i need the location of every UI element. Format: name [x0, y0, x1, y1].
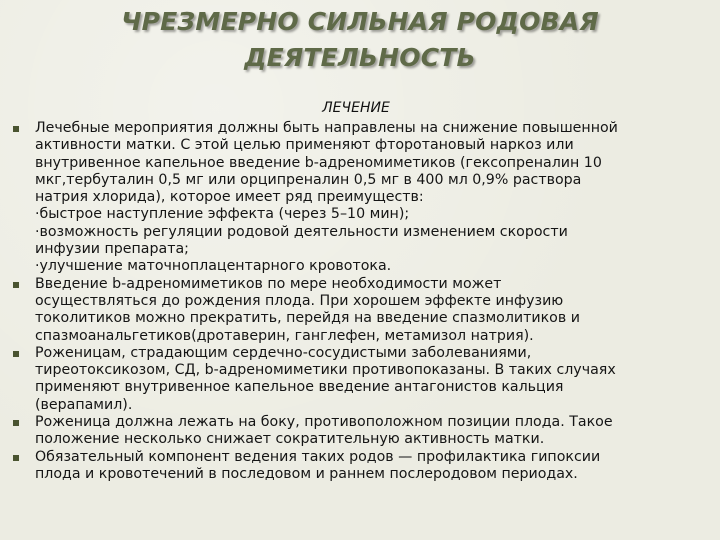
list-item-text-line: применяют внутривенное капельное введение антагонистов кальция — [35, 379, 564, 396]
list-item — [13, 449, 703, 484]
list-item-text-line: положение несколько снижает сократительную активность матки. — [35, 431, 545, 448]
list-item-text-line: натрия хлорида), которое имеет ряд преимуществ: — [35, 189, 424, 206]
slide-title — [0, 4, 720, 76]
list-item-text-line: тиреотоксикозом, СД, b-адреномиметики противопоказаны. В таких случаях — [35, 362, 616, 379]
list-item-text-line: ·возможность регуляции родовой деятельности изменением скорости — [35, 223, 568, 240]
list-item-text-line: мкг,тербуталин 0,5 мг или орципреналин 0,5 мг в 400 мл 0,9% раствора — [35, 171, 582, 188]
square-bullet-icon — [13, 455, 19, 461]
list-item — [13, 276, 703, 345]
list-item-text-line: Лечебные мероприятия должны быть направлены на снижение повышенной — [35, 120, 618, 136]
list-item-text-line: ·улучшение маточноплацентарного кровотока. — [35, 258, 392, 275]
list-item-text-line: плода и кровотечений в последовом и раннем послеродовом периодах. — [35, 465, 578, 482]
list-item-text-line: (верапамил). — [35, 396, 133, 413]
square-bullet-icon — [13, 126, 19, 132]
slide-title-line-2: ДЕЯТЕЛЬНОСТЬ — [244, 43, 476, 72]
list-item-text-line: токолитиков можно прекратить, перейдя на введение спазмолитиков и — [35, 310, 580, 327]
list-item-text-line: ·быстрое наступление эффекта (через 5–10 мин); — [35, 206, 410, 223]
bullet-list — [13, 120, 703, 483]
list-item-text-line: Введение b-адреномиметиков по мере необходимости может — [35, 275, 502, 292]
list-item-text-line: осуществляться до рождения плода. При хорошем эффекте инфузию — [35, 292, 564, 309]
list-item-text-line: Обязательный компонент ведения таких родов — профилактика гипоксии — [35, 448, 601, 465]
list-item-text-line: Роженица должна лежать на боку, противоположном позиции плода. Такое — [35, 414, 613, 431]
section-subtitle: ЛЕЧЕНИЕ — [322, 100, 390, 116]
square-bullet-icon — [13, 282, 19, 288]
slide-title-line-1: ЧРЕЗМЕРНО СИЛЬНАЯ РОДОВАЯ — [121, 7, 599, 36]
square-bullet-icon — [13, 351, 19, 357]
list-item-text-line: спазмоанальгетиков(дротаверин, ганглефен, метамизол натрия). — [35, 327, 534, 344]
list-item-text-line: внутривенное капельное введение b-адреномиметиков (гексопреналин 10 — [35, 154, 602, 171]
list-item-text-line: активности матки. С этой целью применяют фторотановый наркоз или — [35, 137, 574, 154]
list-item — [13, 345, 703, 414]
list-item — [13, 120, 703, 276]
list-item — [13, 414, 703, 449]
square-bullet-icon — [13, 420, 19, 426]
list-item-text-line: инфузии препарата; — [35, 241, 189, 258]
list-item-text-line: Роженицам, страдающим сердечно-сосудистыми заболеваниями, — [35, 344, 532, 361]
